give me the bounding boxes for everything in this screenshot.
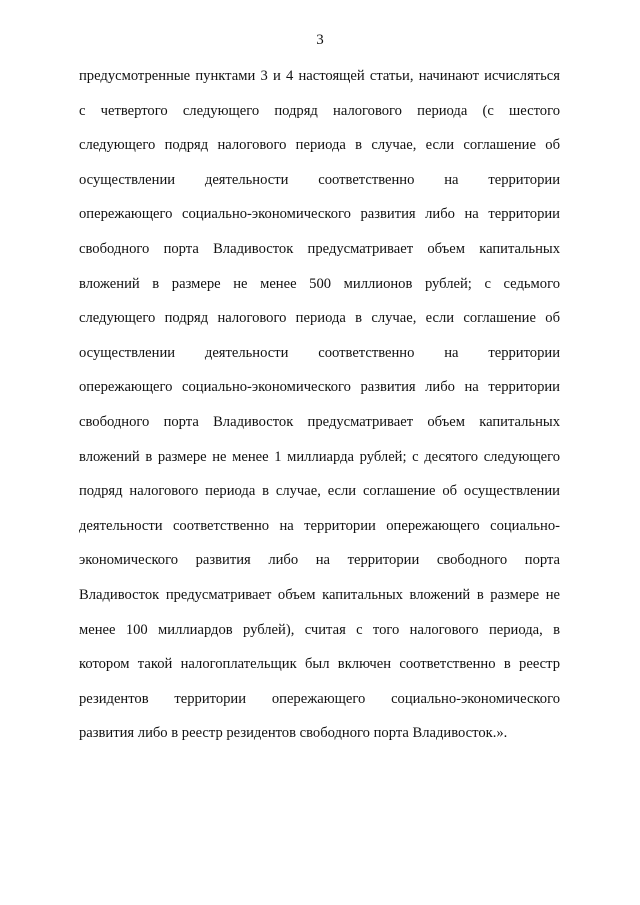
document-body — [79, 66, 560, 758]
text-line-8: следующего подряд налогового периода в случае, если соглашение об — [79, 310, 560, 327]
text-line-5: опережающего социально-экономического развития либо на территории — [79, 206, 560, 223]
text-line-4: осуществлении деятельности соответственно на территории — [79, 171, 560, 188]
text-line-12: вложений в размере не менее 1 миллиарда рублей; с десятого следующего — [79, 448, 560, 465]
text-line-1: предусмотренные пунктами 3 и 4 настоящей статьи, начинают исчисляться — [79, 68, 560, 84]
text-line-16: Владивосток предусматривает объем капитальных вложений в размере не — [79, 586, 560, 603]
text-line-11: свободного порта Владивосток предусматривает объем капитальных — [79, 413, 560, 430]
text-line-14: деятельности соответственно на территории опережающего социально- — [79, 517, 560, 534]
text-line-6: свободного порта Владивосток предусматривает объем капитальных — [79, 240, 560, 257]
text-line-2: с четвертого следующего подряд налогового периода (с шестого — [79, 102, 560, 119]
text-line-18: котором такой налогоплательщик был включен соответственно в реестр — [79, 656, 560, 673]
text-line-7: вложений в размере не менее 500 миллионов рублей; с седьмого — [79, 275, 560, 292]
text-line-10: опережающего социально-экономического развития либо на территории — [79, 379, 560, 396]
text-line-3: следующего подряд налогового периода в случае, если соглашение об — [79, 137, 560, 154]
text-line-15: экономического развития либо на территории свободного порта — [79, 552, 560, 569]
text-line-19: резидентов территории опережающего социально-экономического — [79, 690, 560, 707]
text-line-20: развития либо в реестр резидентов свободного порта Владивосток.». — [79, 725, 508, 742]
page-number: 3 — [316, 32, 324, 48]
text-line-17: менее 100 миллиардов рублей), считая с того налогового периода, в — [79, 621, 560, 638]
text-line-9: осуществлении деятельности соответственно на территории — [79, 344, 560, 361]
text-line-13: подряд налогового периода в случае, если соглашение об осуществлении — [79, 483, 560, 500]
